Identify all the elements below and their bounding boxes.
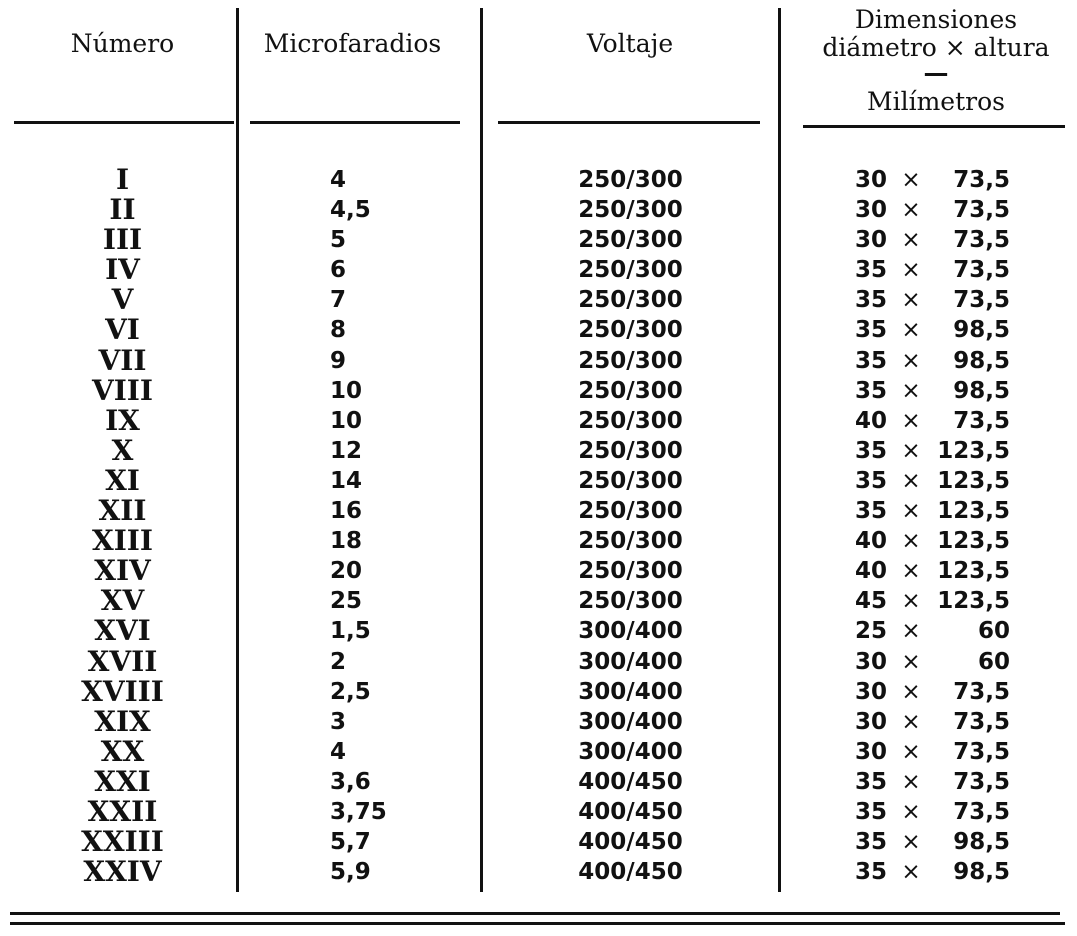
- table-row: [0, 343, 1077, 377]
- times-sign: ×: [901, 407, 921, 434]
- microfaradios-cell: 5,9: [330, 859, 371, 886]
- table-row: [0, 373, 1077, 407]
- times-sign: ×: [901, 558, 921, 585]
- table-row: [0, 616, 1077, 646]
- table-row: [0, 734, 1077, 768]
- diametro-cell: 30: [855, 678, 888, 705]
- header-milimetros: Milímetros: [867, 87, 1005, 116]
- microfaradios-cell: 10: [330, 407, 363, 434]
- times-sign: ×: [901, 798, 921, 825]
- microfaradios-cell: 20: [330, 558, 363, 585]
- diametro-cell: 45: [855, 588, 888, 615]
- diametro-cell: 30: [855, 708, 888, 735]
- microfaradios-cell: 10: [330, 377, 363, 404]
- altura-cell: 98,5: [953, 829, 1010, 856]
- times-sign: ×: [901, 738, 921, 765]
- voltaje-cell: 300/400: [578, 678, 683, 705]
- footer-rule-top: [10, 912, 1060, 915]
- voltaje-cell: 250/300: [578, 167, 683, 193]
- diametro-cell: 40: [855, 407, 888, 434]
- table-row: [0, 704, 1077, 738]
- microfaradios-cell: 4: [330, 167, 347, 193]
- table-row: [0, 794, 1077, 828]
- altura-cell: 98,5: [953, 859, 1010, 886]
- diametro-cell: 30: [855, 738, 888, 765]
- numero-cell: XII: [98, 494, 147, 528]
- times-sign: ×: [901, 498, 921, 525]
- header-numero: Número: [70, 29, 175, 58]
- voltaje-cell: 400/450: [578, 768, 683, 795]
- microfaradios-cell: 4,5: [330, 197, 371, 224]
- numero-cell: XXIII: [81, 825, 164, 859]
- altura-cell: 98,5: [953, 377, 1010, 404]
- altura-cell: 73,5: [953, 227, 1010, 254]
- microfaradios-cell: 3,6: [330, 768, 371, 795]
- numero-cell: IV: [105, 253, 140, 287]
- numero-cell: XX: [100, 734, 145, 768]
- numero-cell: VIII: [91, 373, 154, 407]
- microfaradios-cell: 3: [330, 708, 347, 735]
- microfaradios-cell: 14: [330, 467, 363, 494]
- diametro-cell: 35: [855, 347, 888, 374]
- altura-cell: 73,5: [953, 407, 1010, 434]
- numero-cell: XVI: [94, 614, 151, 648]
- microfaradios-cell: 18: [330, 528, 363, 555]
- numero-cell: XIX: [94, 704, 151, 738]
- table-row: [0, 827, 1077, 857]
- altura-cell: 123,5: [937, 467, 1010, 494]
- altura-cell: 73,5: [953, 768, 1010, 795]
- times-sign: ×: [901, 287, 921, 314]
- altura-cell: 73,5: [953, 197, 1010, 224]
- voltaje-cell: 250/300: [578, 197, 683, 224]
- numero-cell: XVIII: [81, 674, 164, 708]
- table-body: [0, 165, 1077, 887]
- times-sign: ×: [901, 197, 921, 224]
- diametro-cell: 30: [855, 167, 888, 193]
- voltaje-cell: 250/300: [578, 407, 683, 434]
- voltaje-cell: 300/400: [578, 648, 683, 675]
- voltaje-cell: 250/300: [578, 287, 683, 314]
- altura-cell: 73,5: [953, 257, 1010, 284]
- header-rule-numero: [14, 121, 234, 124]
- numero-cell: XXII: [87, 794, 158, 828]
- microfaradios-cell: 6: [330, 257, 347, 284]
- numero-cell: XXI: [94, 764, 151, 798]
- diametro-cell: 35: [855, 829, 888, 856]
- numero-cell: VII: [98, 343, 147, 377]
- voltaje-cell: 300/400: [578, 738, 683, 765]
- diametro-cell: 35: [855, 377, 888, 404]
- times-sign: ×: [901, 829, 921, 856]
- table-row: [0, 674, 1077, 708]
- numero-cell: VI: [105, 313, 140, 347]
- altura-cell: 98,5: [953, 347, 1010, 374]
- table-row: [0, 764, 1077, 798]
- header-dimensiones-line2: diámetro × altura: [822, 33, 1050, 62]
- voltaje-cell: 250/300: [578, 588, 683, 615]
- voltaje-cell: 400/450: [578, 829, 683, 856]
- table-row: [0, 644, 1077, 678]
- altura-cell: 123,5: [937, 437, 1010, 464]
- times-sign: ×: [901, 618, 921, 645]
- numero-cell: X: [111, 433, 134, 467]
- altura-cell: 73,5: [953, 678, 1010, 705]
- table-row: [0, 433, 1077, 467]
- table-row: [0, 403, 1077, 437]
- voltaje-cell: 300/400: [578, 618, 683, 645]
- table-row: [0, 586, 1077, 616]
- voltaje-cell: 250/300: [578, 347, 683, 374]
- table-row: [0, 496, 1077, 526]
- microfaradios-cell: 25: [330, 588, 363, 615]
- table-row: [0, 165, 1077, 195]
- microfaradios-cell: 2,5: [330, 678, 371, 705]
- microfaradios-cell: 12: [330, 437, 363, 464]
- voltaje-cell: 250/300: [578, 558, 683, 585]
- diametro-cell: 35: [855, 437, 888, 464]
- altura-cell: 123,5: [937, 558, 1010, 585]
- microfaradios-cell: 2: [330, 648, 347, 675]
- microfaradios-cell: 1,5: [330, 618, 371, 645]
- altura-cell: 73,5: [953, 738, 1010, 765]
- header-rule-dimensiones: [803, 125, 1065, 128]
- voltaje-cell: 250/300: [578, 257, 683, 284]
- voltaje-cell: 400/450: [578, 859, 683, 886]
- header-dimensiones-separator: —: [923, 58, 949, 87]
- header-microfaradios: Microfaradios: [263, 29, 442, 58]
- times-sign: ×: [901, 257, 921, 284]
- altura-cell: 123,5: [937, 528, 1010, 555]
- numero-cell: IX: [105, 403, 140, 437]
- table-row: [0, 463, 1077, 497]
- table-row: [0, 255, 1077, 285]
- times-sign: ×: [901, 167, 921, 193]
- diametro-cell: 35: [855, 498, 888, 525]
- times-sign: ×: [901, 317, 921, 344]
- diametro-cell: 40: [855, 558, 888, 585]
- voltaje-cell: 250/300: [578, 377, 683, 404]
- diametro-cell: 30: [855, 648, 888, 675]
- table-row: [0, 315, 1077, 345]
- diametro-cell: 35: [855, 798, 888, 825]
- header-rule-microfaradios: [250, 121, 460, 124]
- altura-cell: 60: [977, 648, 1010, 675]
- diametro-cell: 35: [855, 467, 888, 494]
- times-sign: ×: [901, 227, 921, 254]
- diametro-cell: 30: [855, 197, 888, 224]
- altura-cell: 98,5: [953, 317, 1010, 344]
- times-sign: ×: [901, 377, 921, 404]
- table-row: [0, 526, 1077, 556]
- times-sign: ×: [901, 768, 921, 795]
- diametro-cell: 35: [855, 287, 888, 314]
- voltaje-cell: 250/300: [578, 467, 683, 494]
- times-sign: ×: [901, 678, 921, 705]
- numero-cell: XVII: [87, 644, 158, 678]
- microfaradios-cell: 5,7: [330, 829, 371, 856]
- altura-cell: 73,5: [953, 287, 1010, 314]
- altura-cell: 123,5: [937, 588, 1010, 615]
- voltaje-cell: 250/300: [578, 227, 683, 254]
- header-dimensiones-line1: Dimensiones: [854, 5, 1018, 34]
- numero-cell: III: [102, 223, 143, 257]
- voltaje-cell: 250/300: [578, 498, 683, 525]
- numero-cell: II: [109, 193, 136, 227]
- numero-cell: V: [111, 283, 134, 317]
- altura-cell: 73,5: [953, 167, 1010, 193]
- footer-rule-bottom: [10, 922, 1065, 925]
- times-sign: ×: [901, 467, 921, 494]
- diametro-cell: 35: [855, 768, 888, 795]
- microfaradios-cell: 4: [330, 738, 347, 765]
- numero-cell: I: [115, 163, 130, 196]
- times-sign: ×: [901, 859, 921, 886]
- times-sign: ×: [901, 588, 921, 615]
- table-row: [0, 225, 1077, 255]
- numero-cell: XIII: [91, 524, 154, 558]
- altura-cell: 60: [977, 618, 1010, 645]
- altura-cell: 73,5: [953, 708, 1010, 735]
- voltaje-cell: 250/300: [578, 437, 683, 464]
- times-sign: ×: [901, 347, 921, 374]
- altura-cell: 123,5: [937, 498, 1010, 525]
- altura-cell: 73,5: [953, 798, 1010, 825]
- numero-cell: XI: [105, 463, 140, 497]
- microfaradios-cell: 16: [330, 498, 363, 525]
- numero-cell: XIV: [94, 554, 151, 588]
- diametro-cell: 40: [855, 528, 888, 555]
- voltaje-cell: 400/450: [578, 798, 683, 825]
- table-row: [0, 556, 1077, 586]
- diametro-cell: 35: [855, 859, 888, 886]
- times-sign: ×: [901, 708, 921, 735]
- times-sign: ×: [901, 528, 921, 555]
- header-dimensiones: [795, 6, 1077, 116]
- diametro-cell: 35: [855, 257, 888, 284]
- voltaje-cell: 250/300: [578, 528, 683, 555]
- microfaradios-cell: 8: [330, 317, 347, 344]
- table-row: [0, 195, 1077, 225]
- numero-cell: XV: [100, 584, 145, 618]
- diametro-cell: 25: [855, 618, 888, 645]
- voltaje-cell: 250/300: [578, 317, 683, 344]
- times-sign: ×: [901, 648, 921, 675]
- microfaradios-cell: 9: [330, 347, 347, 374]
- numero-cell: XXIV: [83, 855, 162, 889]
- microfaradios-cell: 5: [330, 227, 347, 254]
- table-row: [0, 285, 1077, 315]
- microfaradios-cell: 3,75: [330, 798, 387, 825]
- diametro-cell: 35: [855, 317, 888, 344]
- table-row: [0, 857, 1077, 887]
- voltaje-cell: 300/400: [578, 708, 683, 735]
- microfaradios-cell: 7: [330, 287, 347, 314]
- header-rule-voltaje: [498, 121, 760, 124]
- diametro-cell: 30: [855, 227, 888, 254]
- times-sign: ×: [901, 437, 921, 464]
- header-voltaje: Voltaje: [586, 29, 674, 58]
